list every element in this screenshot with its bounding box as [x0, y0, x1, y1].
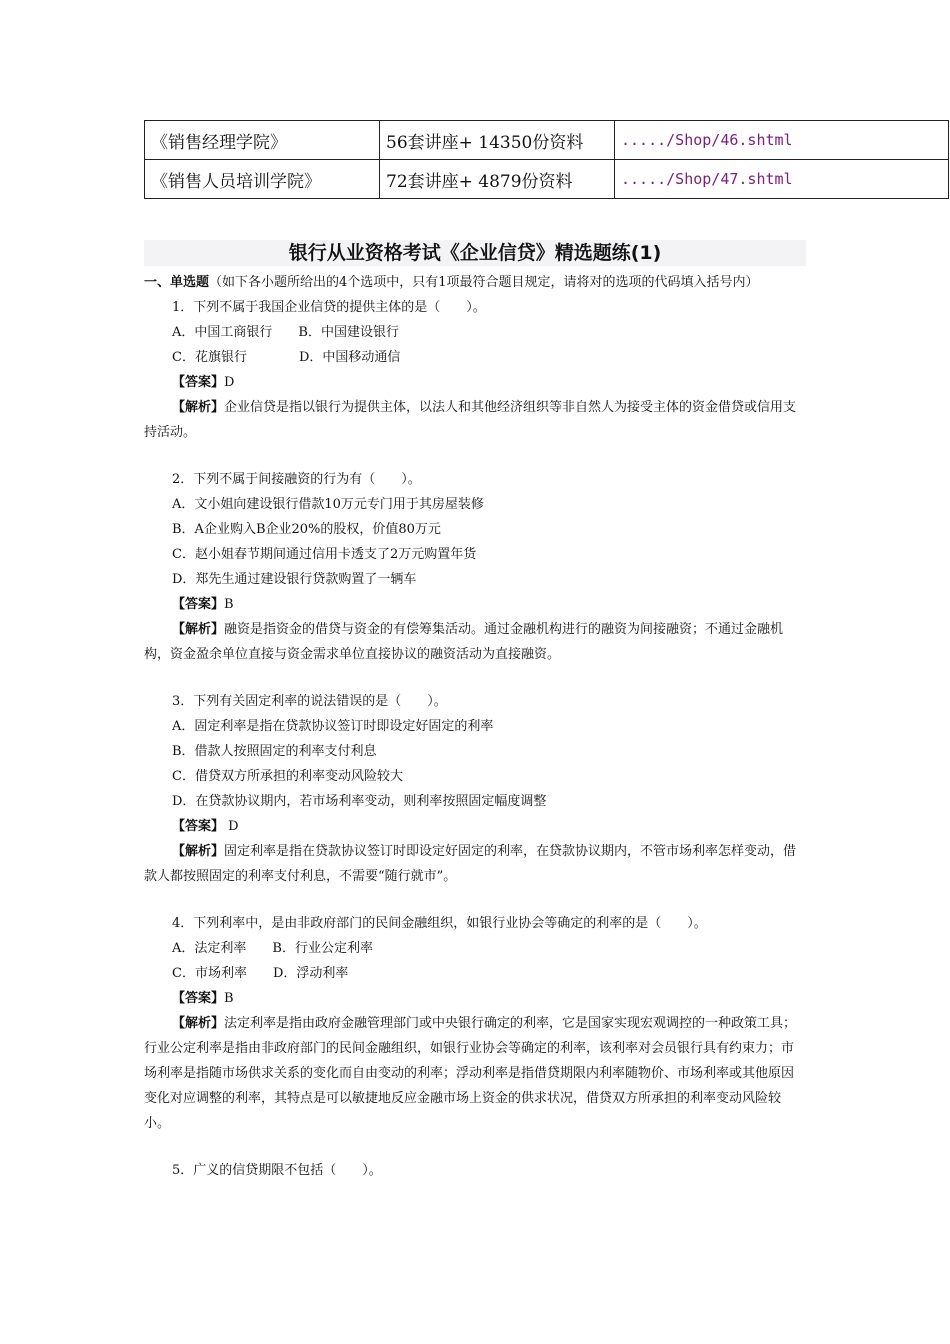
resource-desc: 56套讲座+ 14350份资料	[380, 121, 615, 160]
spacer	[144, 445, 806, 467]
option-line: C．借贷双方所承担的利率变动风险较大	[172, 769, 403, 784]
option-line: A．文小姐向建设银行借款10万元专门用于其房屋装修	[172, 497, 484, 512]
resource-name: 《销售人员培训学院》	[145, 160, 380, 199]
document-title: 银行从业资格考试《企业信贷》精选题练(1)	[288, 242, 662, 264]
section-head-label: 一、单选题	[144, 275, 210, 290]
resource-table	[144, 120, 949, 199]
analysis-text: 固定利率是指在贷款协议签订时即设定好固定的利率，在贷款协议期内，不管市场利率怎样变动，借款人都按照固定的利率支付利息，不需要“随行就市”。	[144, 844, 797, 884]
analysis-label: 【解析】	[172, 844, 225, 859]
answer-line	[144, 814, 806, 839]
table-row	[145, 121, 949, 160]
table-row	[145, 160, 949, 199]
answer-label: 【答案】	[172, 991, 225, 1006]
answer-value: D	[224, 375, 235, 390]
option-line: C．市场利率 D．浮动利率	[172, 966, 349, 981]
answer-label: 【答案】	[172, 819, 225, 834]
option-line: D．郑先生通过建设银行贷款购置了一辆车	[172, 572, 417, 587]
answer-value: B	[224, 597, 234, 612]
analysis-text: 企业信贷是指以银行为提供主体，以法人和其他经济组织等非自然人为接受主体的资金借贷或信用支持活动。	[144, 400, 797, 440]
analysis-label: 【解析】	[172, 622, 225, 637]
spacer	[144, 889, 806, 911]
resource-link[interactable]: ...../Shop/46.shtml	[615, 121, 949, 160]
option-line: B．借款人按照固定的利率支付利息	[172, 744, 377, 759]
option-line: D．在贷款协议期内，若市场利率变动，则利率按照固定幅度调整	[172, 794, 547, 809]
option-line: B．A企业购入B企业20%的股权，价值80万元	[172, 522, 441, 537]
answer-line	[144, 370, 806, 395]
analysis-paragraph	[144, 839, 806, 889]
answer-label: 【答案】	[172, 597, 225, 612]
question-stem: 1．下列不属于我国企业信贷的提供主体的是（ ）。	[172, 300, 486, 315]
option-line: C．赵小姐春节期间通过信用卡透支了2万元购置年货	[172, 547, 477, 562]
analysis-label: 【解析】	[172, 400, 225, 415]
resource-link[interactable]: ...../Shop/47.shtml	[615, 160, 949, 199]
section-heading	[144, 270, 806, 295]
question-stem: 3．下列有关固定利率的说法错误的是（ ）。	[172, 694, 447, 709]
question-stem: 4．下列利率中，是由非政府部门的民间金融组织，如银行业协会等确定的利率的是（ ）。	[172, 916, 707, 931]
resource-desc: 72套讲座+ 4879份资料	[380, 160, 615, 199]
answer-line	[144, 592, 806, 617]
document-body	[144, 270, 806, 1183]
analysis-label: 【解析】	[172, 1016, 225, 1031]
spacer	[144, 667, 806, 689]
analysis-paragraph	[144, 1011, 806, 1136]
option-line: A．中国工商银行 B．中国建设银行	[172, 325, 399, 340]
analysis-paragraph	[144, 395, 806, 445]
answer-line	[144, 986, 806, 1011]
answer-label: 【答案】	[172, 375, 225, 390]
section-note: （如下各小题所给出的4个选项中，只有1项最符合题目规定，请将对的选项的代码填入括号内）	[209, 275, 759, 290]
question-stem: 5．广义的信贷期限不包括（ ）。	[172, 1163, 382, 1178]
analysis-text: 法定利率是指由政府金融管理部门或中央银行确定的利率，它是国家实现宏观调控的一种政策工具；行业公定利率是指由非政府部门的民间金融组织，如银行业协会等确定的利率，该利率对会员银行具有约束力；市场利率是指随市场供求关系的变化而自由变动的利率；浮动利率是指借贷期限内利率随物价、市场利率或其他原因变化对应调整的利率，其特点是可以敏捷地反应金融市场上资金的供求状况，借贷双方所承担的利率变动风险较小。	[144, 1016, 797, 1131]
spacer	[144, 1136, 806, 1158]
question-stem: 2．下列不属于间接融资的行为有（ ）。	[172, 472, 421, 487]
analysis-paragraph	[144, 617, 806, 667]
resource-name: 《销售经理学院》	[145, 121, 380, 160]
option-line: C．花旗银行 D．中国移动通信	[172, 350, 401, 365]
option-line: A．固定利率是指在贷款协议签订时即设定好固定的利率	[172, 719, 494, 734]
answer-value: B	[224, 991, 234, 1006]
analysis-text: 融资是指资金的借贷与资金的有偿筹集活动。通过金融机构进行的融资为间接融资；不通过金融机构，资金盈余单位直接与资金需求单位直接协议的融资活动为直接融资。	[144, 622, 784, 662]
answer-value: D	[224, 819, 239, 834]
option-line: A．法定利率 B．行业公定利率	[172, 941, 373, 956]
